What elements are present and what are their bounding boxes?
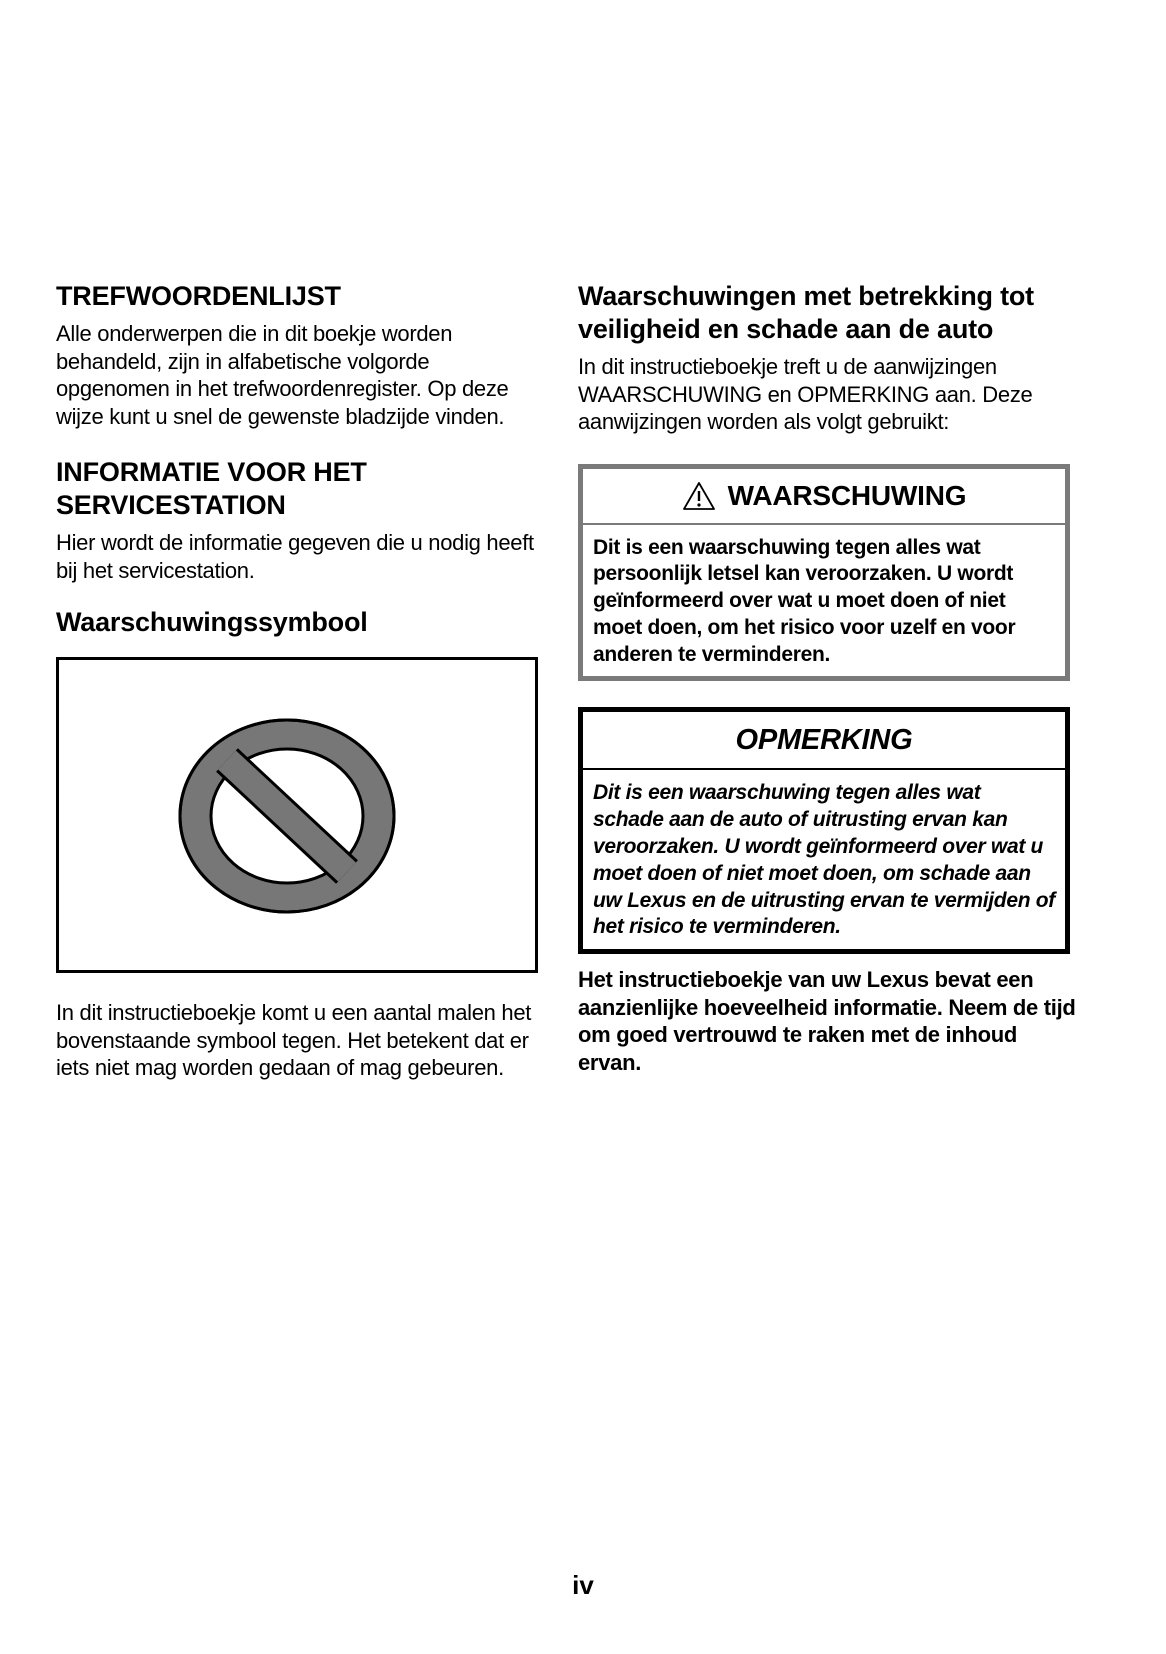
- note-text: Dit is een waarschuwing tegen alles wat schade aan de auto of uitrusting ervan kan veroorzaken. U wordt geïnformeerd over wat u moet doen of niet moet doen, om schade aan uw Lexus en de uitrusting ervan te vermijden of het risico te verminderen.: [593, 781, 1055, 939]
- prohibition-icon: [171, 712, 403, 920]
- warning-symbol-box: [56, 657, 538, 973]
- right-column: [578, 280, 1078, 1076]
- service-info-heading: INFORMATIE VOOR HET SERVICESTATION: [56, 457, 367, 520]
- warning-header: [583, 469, 1065, 525]
- warning-title: WAARSCHUWING: [727, 479, 967, 511]
- safety-intro: In dit instructieboekje treft u de aanwijzingen WAARSCHUWING en OPMERKING aan. Deze aanwijzingen worden als volgt gebruikt:: [578, 354, 1033, 434]
- note-title: OPMERKING: [735, 723, 913, 756]
- warning-text: Dit is een waarschuwing tegen alles wat persoonlijk letsel kan veroorzaken. U wordt geïnformeerd over wat u moet doen of niet moet doen, om het risico voor uzelf en voor anderen te verminderen.: [593, 535, 1016, 666]
- index-heading: TREFWOORDENLIJST: [56, 281, 341, 311]
- index-text: Alle onderwerpen die in dit boekje worden behandeld, zijn in alfabetische volgorde opgenomen in het trefwoordenregister. Op deze wijze kunt u snel de gewenste bladzijde vinden.: [56, 321, 509, 429]
- safety-heading: Waarschuwingen met betrekking tot veiligheid en schade aan de auto: [578, 281, 1034, 344]
- note-box: [578, 707, 1070, 954]
- warning-symbol-heading: Waarschuwingssymbool: [56, 607, 368, 637]
- note-header: [583, 712, 1065, 770]
- warning-symbol-text: In dit instructieboekje komt u een aantal malen het bovenstaande symbool tegen. Het betekent dat er iets niet mag worden gedaan of mag gebeuren.: [56, 1000, 532, 1080]
- warning-box: [578, 464, 1070, 682]
- service-info-text: Hier wordt de informatie gegeven die u nodig heeft bij het servicestation.: [56, 530, 534, 583]
- closing-text: Het instructieboekje van uw Lexus bevat een aanzienlijke hoeveelheid informatie. Neem de tijd om goed vertrouwd te raken met de inhoud ervan.: [578, 967, 1076, 1075]
- left-column: [56, 280, 546, 1082]
- page-number: iv: [572, 1570, 594, 1600]
- warning-triangle-icon: [682, 481, 716, 511]
